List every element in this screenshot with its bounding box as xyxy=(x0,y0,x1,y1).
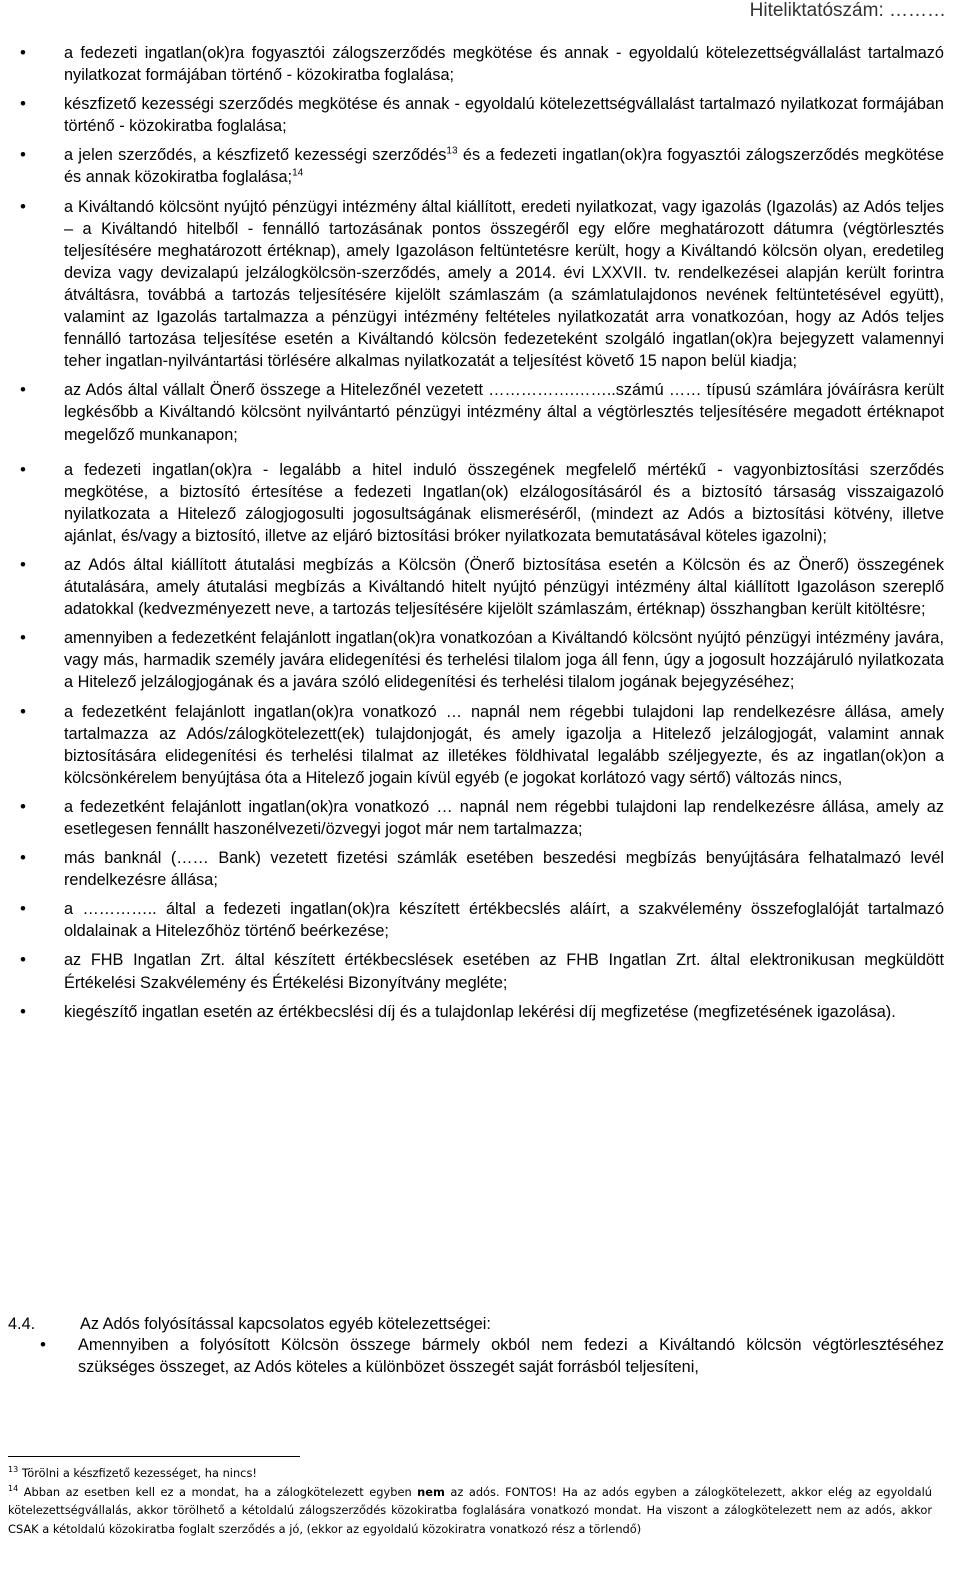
footnote-number: 13 xyxy=(8,1465,19,1475)
section-title: Az Adós folyósítással kapcsolatos egyéb kötelezettségei: xyxy=(80,1315,491,1333)
list-item: • más banknál (…… Bank) vezetett fizetési számlák esetében beszedési megbízás benyújtására felhatalmazó levél rendelkezésre állása; xyxy=(0,847,960,891)
list-item: • a fedezeti ingatlan(ok)ra fogyasztói zálogszerződés megkötése és annak - egyoldalú kötelezettségvállalást tartalmazó nyilatkozat formájában történő - közokiratba foglalása; xyxy=(0,42,960,86)
list-item: • a ………….. által a fedezeti ingatlan(ok)ra készített értékbecslés aláírt, a szakvélemény összefoglalóját tartalmazó oldalainak a Hitelezőhöz történő beérkezése; xyxy=(0,898,960,942)
list-item: • az Adós által kiállított átutalási megbízás a Kölcsön (Önerő biztosítása esetén a Kölcsön és az Önerő) összegének átutalására, amely átutalási megbízás a Kiváltandó hitelt nyújtó pénzügyi intézmény által kiállított Igazoláson szereplő adatokkal (kedvezményezett neve, a tartozás teljesítésére kijelölt számlaszám, értéknap) összhangban került kitöltésre; xyxy=(0,554,960,620)
footnote-separator xyxy=(8,1456,300,1457)
footnote-number: 14 xyxy=(8,1483,19,1493)
list-item: • Amennyiben a folyósított Kölcsön összege bármely okból nem fedezi a Kiváltandó kölcsön végtörlesztéséhez szükséges összeget, az Adós köteles a különbözet összegét saját forrásból teljesíteni, xyxy=(0,1334,960,1378)
list-item: • a fedezeti ingatlan(ok)ra - legalább a hitel induló összegének megfelelő mértékű - vagyonbiztosítási szerződés megkötése, a biztosító értesítése a fedezeti Ingatlan(ok) elzálogosításáról és a biztosító társaság visszaigazoló nyilatkozata a Hitelező zálogjogosulti jogosultságának elismeréséről, (mindezt az Adós a biztosítási kötvény, illetve ajánlat, és/vagy a biztosító, illetve az eljáró biztosítási bróker nyilatkozata bemutatásával köteles igazolni); xyxy=(0,459,960,547)
footnote-ref[interactable]: 13 xyxy=(446,145,458,157)
list-item xyxy=(0,144,960,188)
footnote-ref[interactable]: 14 xyxy=(292,168,304,180)
list-item: • a fedezetként felajánlott ingatlan(ok)ra vonatkozó … napnál nem régebbi tulajdoni lap rendelkezésre állása, amely az esetlegesen fennállt haszonélvezeti/özvegyi jogot már nem tartalmazza; xyxy=(0,796,960,840)
section-heading xyxy=(8,1313,944,1335)
list-item: • készfizető kezességi szerződés megkötése és annak - egyoldalú kötelezettségvállalást tartalmazó nyilatkozat formájában történő - közokiratba foglalása; xyxy=(0,93,960,137)
list-item: • az Adós által vállalt Önerő összege a Hitelezőnél vezetett …………….……..számú …… típusú számlára jóváírásra került legkésőbb a Kiváltandó kölcsönt nyilvántartó pénzügyi intézmény által a végtörlesztés teljesítésére megadott értéknapot megelőző munkanapon; xyxy=(0,379,960,445)
precondition-list xyxy=(0,42,960,1030)
loan-reference-header: Hiteliktatószám: ……… xyxy=(749,0,946,21)
footnote-emphasis: nem xyxy=(417,1484,445,1499)
list-item: • kiegészítő ingatlan esetén az értékbecslési díj és a tulajdonlap lekérési díj megfizetése (megfizetésének igazolása). xyxy=(0,1001,960,1023)
list-item-text: és a fedezeti ingatlan(ok)ra fogyasztói zálogszerződés megkötése és annak közokiratba foglalása; xyxy=(64,146,944,187)
footnote-text: Abban az esetben kell ez a mondat, ha a zálogkötelezett egyben xyxy=(23,1484,418,1499)
list-item: • a Kiváltandó kölcsönt nyújtó pénzügyi intézmény által kiállított, eredeti nyilatkozat, vagy igazolás (Igazolás) az Adós teljes – a Kiváltandó hitelből - fennálló tartozásának pontos összegéről egy előre meghatározott dátumra (végtörlesztés teljesítésére meghatározott értéknap), amely Igazoláson feltüntetésre került, hogy a Kiváltandó kölcsön olyan, eredetileg deviza vagy devizalapú jelzálogkölcsön-szerződés, amely a 2014. évi LXXVII. tv. rendelkezései alapján került forintra átváltásra, továbbá a tartozás teljesítésére kijelölt számlaszám (a számlatulajdonos nevének feltüntetésével együtt), valamint az Igazolás tartalmazza a pénzügyi intézmény feltételes nyilatkozatát arra vonatkozóan, hogy az Adós teljes fennálló tartozása teljesítése esetén a Kiváltandó kölcsön fedezeteként szolgáló ingatlan(ok)ra bejegyzett valamennyi teher ingatlan-nyilvántartási törlésére alkalmas nyilatkozatát a teljesítést követő 15 napon belül kiadja; xyxy=(0,196,960,373)
section-list xyxy=(0,1334,960,1378)
section-number: 4.4. xyxy=(8,1315,36,1333)
footnote xyxy=(8,1483,932,1539)
footnote-text: Törölni a készfizető kezességet, ha nincs! xyxy=(21,1466,257,1480)
list-item: • az FHB Ingatlan Zrt. által készített értékbecslések esetében az FHB Ingatlan Zrt. által elektronikusan megküldött Értékelési Szakvélemény és Értékelési Bizonyítvány megléte; xyxy=(0,949,960,993)
footnotes xyxy=(8,1464,932,1538)
footnote-text: az adós. FONTOS! Ha az adós egyben a zálogkötelezett, akkor elég az egyoldalú kötelezettségvállalás, akkor törölhető a kétoldalú zálogszerződés közokiratba foglalására vonatkozó mondat. Ha viszont a zálogkötelezett nem az adós, akkor CSAK a kétoldalú közokiratba foglalt szerződés a jó, (ekkor az egyoldalú közokiratra vonatkozó rész a törlendő) xyxy=(8,1484,932,1536)
list-item-text: a jelen szerződés, a készfizető kezességi szerződés xyxy=(64,146,447,165)
footnote xyxy=(8,1464,932,1483)
list-item: • amennyiben a fedezetként felajánlott ingatlan(ok)ra vonatkozóan a Kiváltandó kölcsönt nyújtó pénzügyi intézmény javára, vagy más, harmadik személy javára elidegenítési és terhelési tilalom joga áll fenn, úgy a jogosult hozzájáruló nyilatkozata a Hitelező jelzálogjogának és a javára szóló elidegenítési és terhelési tilalom jogának bejegyzéséhez; xyxy=(0,627,960,693)
list-item: • a fedezetként felajánlott ingatlan(ok)ra vonatkozó … napnál nem régebbi tulajdoni lap rendelkezésre állása, amely tartalmazza az Adós/zálogkötelezett(ek) tulajdonjogát, és amely igazolja a Hitelező jelzálogjogát, valamint annak biztosítására elidegenítési és terhelési tilalmat az illetékes földhivatal legalább széljegyezte, és az ingatlan(ok)on a kölcsönkérelem benyújtása óta a Hitelező jogain kívül egyéb (e jogokat korlátozó vagy sértő) változás nincs, xyxy=(0,701,960,789)
